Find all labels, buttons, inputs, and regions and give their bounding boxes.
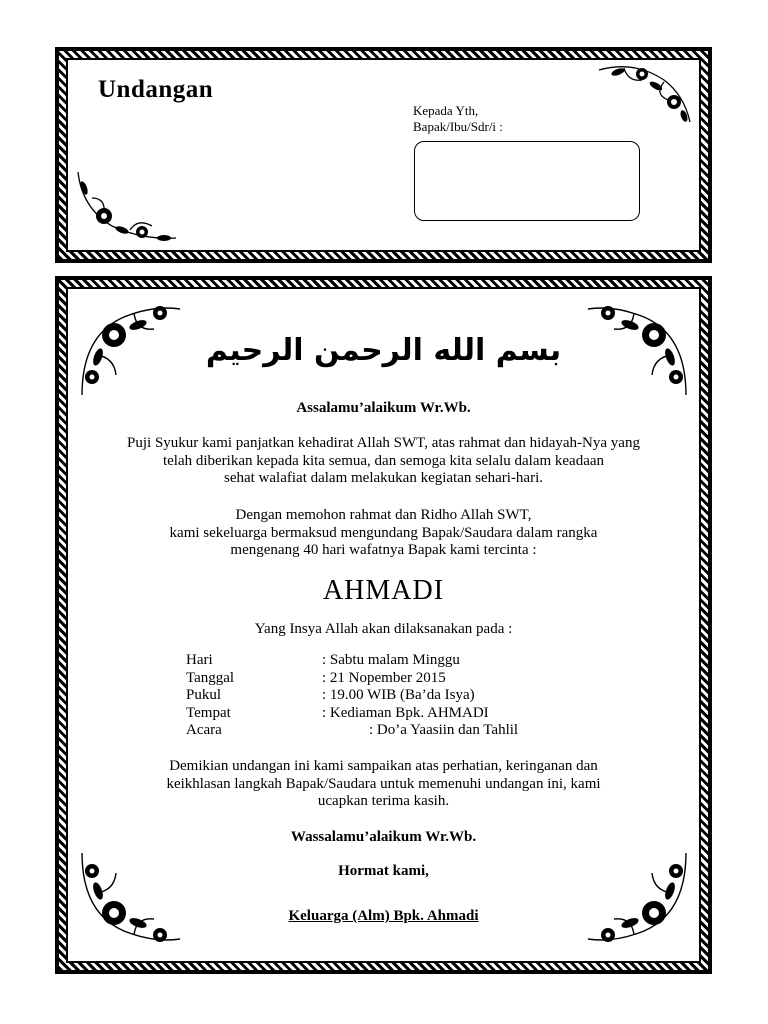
invitation-card-frame <box>55 276 712 974</box>
closing-paragraph <box>68 758 699 811</box>
signature: Keluarga (Alm) Bpk. Ahmadi <box>288 908 479 924</box>
detail-label: Tanggal <box>186 669 235 686</box>
paragraph-line: Demikian undangan ini kami sampaikan atas perhatian, keringanan dan <box>169 758 598 774</box>
paragraph-line: sehat walafiat dalam melakukan kegiatan sehari-hari. <box>223 470 544 486</box>
detail-value: : Sabtu malam Minggu <box>322 652 460 668</box>
paragraph-line: telah diberikan kepada kita semua, dan semoga kita selalu dalam keadaan <box>162 452 605 469</box>
detail-row-date <box>186 670 606 688</box>
regards: Hormat kami, <box>338 863 429 879</box>
paragraph-line: kami sekeluarga bermaksud mengundang Bapak/Saudara dalam rangka <box>169 524 598 541</box>
floral-corner-ornament-icon <box>74 845 186 953</box>
signature-block <box>68 908 699 926</box>
invitation-card <box>66 287 701 963</box>
floral-corner-ornament-icon <box>594 60 694 130</box>
detail-label: Hari <box>186 652 213 668</box>
paragraph-line: keikhlasan langkah Bapak/Saudara untuk memenuhi undangan ini, kami <box>166 775 601 792</box>
paragraph-line: ucapkan terima kasih. <box>317 793 450 809</box>
event-details <box>186 652 606 747</box>
event-intro: Yang Insya Allah akan dilaksanakan pada : <box>254 621 513 637</box>
envelope-title: Undangan <box>98 76 214 103</box>
opening-paragraph <box>68 435 699 488</box>
paragraph-line: Dengan memohon rahmat dan Ridho Allah SWT, <box>235 507 532 523</box>
deceased-name: AHMADI <box>322 575 445 606</box>
detail-value: : 21 Nopember 2015 <box>322 669 446 686</box>
detail-row-day <box>186 652 606 670</box>
detail-value: : 19.00 WIB (Ba’da Isya) <box>322 687 475 703</box>
detail-label: Acara <box>186 722 222 738</box>
detail-row-event <box>186 722 606 740</box>
detail-label: Tempat <box>186 704 231 721</box>
envelope-panel <box>66 58 701 252</box>
floral-corner-ornament-icon <box>72 168 182 246</box>
request-paragraph <box>68 507 699 560</box>
basmala-calligraphy: بسم الله الرحمن الرحيم <box>205 333 562 368</box>
detail-label: Pukul <box>186 687 222 703</box>
detail-value: : Kediaman Bpk. AHMADI <box>322 704 489 721</box>
paragraph-line: Puji Syukur kami panjatkan kehadirat Allah SWT, atas rahmat dan hidayah-Nya yang <box>127 435 640 451</box>
envelope-frame <box>55 47 712 263</box>
recipient-address-box <box>414 141 640 221</box>
detail-row-place <box>186 705 606 723</box>
floral-corner-ornament-icon <box>582 845 694 953</box>
detail-value: : Do’a Yaasiin dan Tahlil <box>369 722 519 738</box>
recipient-line-2: Bapak/Ibu/Sdr/i : <box>413 119 503 134</box>
detail-row-time <box>186 687 606 705</box>
farewell: Wassalamu’alaikum Wr.Wb. <box>290 829 477 845</box>
recipient-label <box>413 103 503 135</box>
paragraph-line: mengenang 40 hari wafatnya Bapak kami tercinta : <box>230 542 537 558</box>
recipient-line-1: Kepada Yth, <box>413 103 479 118</box>
greeting: Assalamu’alaikum Wr.Wb. <box>296 400 471 416</box>
